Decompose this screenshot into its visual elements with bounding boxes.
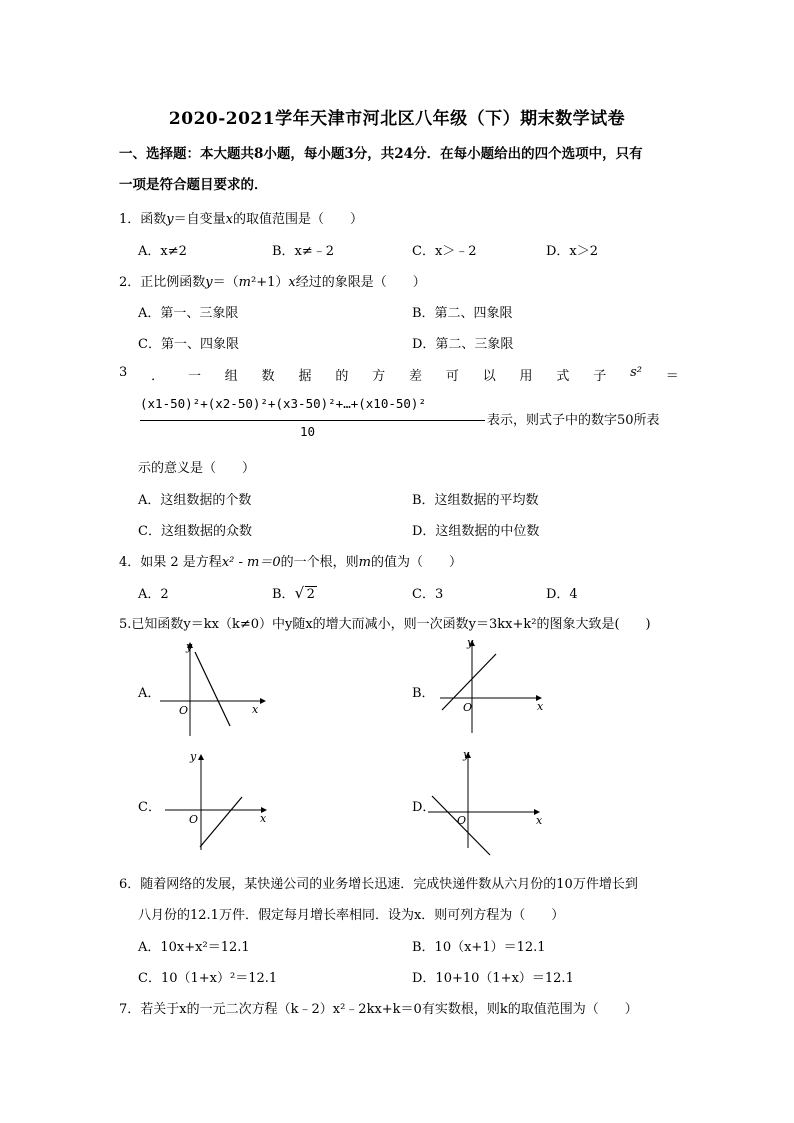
q6-option-d: D．10+10（1+x）＝12.1 [412, 971, 574, 986]
q4-sqrt-value: 2 [306, 587, 315, 602]
q3-char: 用 [519, 369, 533, 384]
sqrt-symbol [294, 584, 317, 602]
q3-char: 子 [593, 369, 607, 384]
q1-text-mid: ＝自变量 [173, 212, 226, 227]
q1-option-a: A．x≠2 [138, 244, 187, 259]
question-5: 5.已知函数y＝kx（k≠0）中y随x的增大而减小，则一次函数y＝3kx+k²的图象大致是( ) [119, 617, 651, 632]
q3-char: 一 [187, 369, 201, 384]
q5-graph-c-label: C． [138, 800, 161, 815]
y-axis-label: y [463, 748, 470, 761]
q3-option-b: B．这组数据的平均数 [412, 493, 539, 508]
q5-graph-c [165, 752, 275, 852]
radical-icon: √ [294, 584, 305, 602]
origin-label: O [457, 814, 467, 827]
q2-option-d: D．第二、三象限 [412, 337, 514, 352]
origin-label: O [463, 701, 473, 714]
question-6-line-2: 八月份的12.1万件．假定每月增长率相同．设为x．则可列方程为（ ） [138, 908, 565, 923]
q4-option-d: D．4 [546, 587, 578, 602]
x-axis-label: x [536, 814, 543, 827]
q4-equation: x² - m＝0 [221, 555, 281, 570]
origin-label: O [189, 813, 199, 826]
q3-fraction-numerator: (x1-50)²+(x2-50)²+(x3-50)²+…+(x10-50)² [140, 396, 426, 411]
q3-option-c: C．这组数据的众数 [138, 524, 252, 539]
q3-text-after: 表示，则式子中的数字50所表 [487, 413, 660, 428]
q5-graph-a [160, 640, 270, 740]
q2-var-x: x [288, 275, 296, 290]
q3-char: 据 [298, 369, 312, 384]
q3-char: 差 [409, 369, 423, 384]
y-axis-label: y [186, 640, 193, 653]
q4-text-pre: 4．如果 2 是方程 [119, 555, 222, 570]
q3-option-a: A．这组数据的个数 [138, 493, 252, 508]
q4-text-post: 的一个根，则 [280, 555, 359, 570]
q2-text-pre: 2．正比例函数 [119, 275, 206, 290]
q3-char: 式 [556, 369, 570, 384]
q1-text-pre: 1．函数 [119, 212, 167, 227]
page-title: 2020-2021学年天津市河北区八年级（下）期末数学试卷 [168, 109, 626, 129]
q2-text-post: 经过的象限是（ ） [295, 275, 426, 290]
q3-char: 3 [119, 365, 128, 380]
question-6-line-1: 6．随着网络的发展，某快递公司的业务增长迅速．完成快递件数从六月份的10万件增长到 [119, 877, 638, 892]
q5-graph-a-label: A． [138, 686, 161, 701]
q2-option-b: B．第二、四象限 [412, 306, 513, 321]
q1-text-post: 的取值范围是（ ） [233, 212, 364, 227]
section-header-line-2: 一项是符合题目要求的． [119, 177, 268, 193]
q2-text-mid2: ²+1） [250, 275, 289, 290]
q4-option-b-label: B． [272, 587, 295, 602]
x-axis-arrow-icon [260, 698, 266, 704]
y-axis-arrow-icon [198, 754, 204, 760]
question-7: 7．若关于x的一元二次方程（k﹣2）x²﹣2kx+k＝0有实数根，则k的取值范围为（ ） [119, 1002, 638, 1017]
function-line [200, 797, 242, 847]
q6-option-b: B．10（x+1）＝12.1 [412, 940, 546, 955]
question-1 [119, 208, 689, 227]
q3-char: ． [151, 369, 165, 384]
q1-option-d: D．x＞2 [546, 244, 599, 259]
q3-char: 数 [261, 369, 275, 384]
function-line [195, 652, 230, 726]
q3-option-d: D．这组数据的中位数 [412, 524, 540, 539]
q3-char: 以 [482, 369, 496, 384]
q3-char: 可 [445, 369, 459, 384]
q4-option-b [272, 583, 317, 602]
q6-option-c: C．10（1+x）²＝12.1 [138, 971, 278, 986]
q3-char: 的 [335, 369, 349, 384]
q3-char: 组 [224, 369, 238, 384]
q3-char: ＝ [665, 369, 679, 384]
q1-option-b: B．x≠﹣2 [272, 244, 335, 259]
q2-option-c: C．第一、四象限 [138, 337, 239, 352]
q1-var-x: x [225, 212, 233, 227]
q3-line-2: 示的意义是（ ） [138, 461, 256, 476]
y-axis-label: y [467, 636, 474, 649]
q5-graph-d [428, 748, 548, 862]
q1-var-y: y [166, 212, 174, 227]
q2-var-m: m [238, 275, 251, 290]
y-axis-label: y [190, 750, 197, 763]
q3-char: 方 [372, 369, 386, 384]
q5-graph-b [440, 636, 550, 736]
question-2 [119, 271, 689, 290]
q6-option-a: A．10x+x²＝12.1 [138, 940, 250, 955]
q2-text-mid1: ＝（ [212, 275, 239, 290]
q5-graph-d-label: D． [412, 800, 436, 815]
x-axis-label: x [260, 812, 267, 825]
q4-option-c: C．3 [412, 587, 444, 602]
q2-var-y: y [205, 275, 213, 290]
q4-option-a: A．2 [138, 587, 169, 602]
x-axis-label: x [537, 700, 544, 713]
q3-fraction-bar [140, 420, 485, 421]
q5-graph-b-label: B． [412, 686, 435, 701]
q1-option-c: C．x＞﹣2 [412, 244, 477, 259]
q2-option-a: A．第一、三象限 [138, 306, 239, 321]
question-3-line-1 [119, 365, 679, 384]
question-4 [119, 551, 689, 570]
origin-label: O [179, 704, 189, 717]
x-axis-label: x [252, 703, 259, 716]
q3-char-s-squared: s² [630, 365, 642, 380]
section-header-line-1: 一、选择题：本大题共8小题，每小题3分，共24分．在每小题给出的四个选项中，只有 [119, 146, 643, 162]
q4-text-post2: 的值为（ ） [370, 555, 462, 570]
q3-fraction-denominator: 10 [300, 424, 316, 439]
q4-var-m: m [358, 555, 371, 570]
